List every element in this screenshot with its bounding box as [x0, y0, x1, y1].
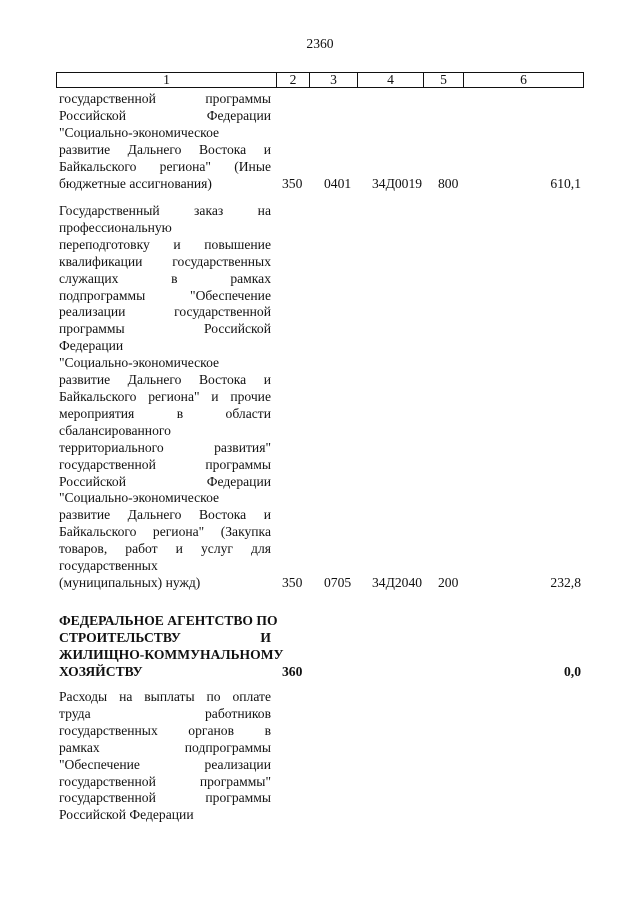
- table-row: [59, 689, 271, 824]
- description-line: Расходы на выплаты по оплате: [59, 689, 271, 704]
- row-gr-code: 360: [282, 663, 303, 679]
- description-line: "Социально-экономическое: [59, 355, 220, 371]
- description-line: (муниципальных) нужд): [59, 574, 201, 590]
- header-cell-2: 2: [276, 73, 309, 87]
- table-row: [59, 203, 271, 592]
- row-rz-code: 0705: [324, 574, 352, 590]
- header-cell-3: 3: [309, 73, 357, 87]
- description-line: Российской Федерации: [59, 807, 194, 823]
- description-line: Байкальского региона" (Иные: [59, 158, 271, 174]
- row-sum: 610,1: [550, 175, 581, 191]
- description-line: реализации государственной: [59, 304, 271, 320]
- table-row: [59, 613, 284, 681]
- description-line: государственной программы": [59, 773, 271, 789]
- header-cell-1: 1: [163, 72, 170, 87]
- description-line: Российской Федерации: [59, 107, 271, 123]
- page-number: 2360: [306, 36, 334, 51]
- row-description: [59, 91, 271, 192]
- table-header-row: [56, 72, 584, 88]
- row-csr-code: 34Д0019: [372, 175, 423, 191]
- header-cell-4: 4: [357, 73, 423, 87]
- description-line: служащих в рамках: [59, 270, 271, 286]
- row-csr-code: 34Д2040: [372, 574, 423, 590]
- description-line: развитие Дальнего Востока и: [59, 141, 271, 157]
- description-line: ЖИЛИЩНО-КОММУНАЛЬНОМУ: [59, 646, 284, 662]
- description-line: развитие Дальнего Востока и: [59, 372, 271, 388]
- row-rz-code: 0401: [324, 175, 352, 191]
- description-line: профессиональную: [59, 219, 172, 235]
- description-line: Байкальского региона" и прочие: [59, 388, 271, 404]
- description-line: подпрограммы "Обеспечение: [59, 287, 271, 303]
- description-line: территориального развития": [59, 439, 271, 455]
- description-line: развитие Дальнего Востока и: [59, 507, 271, 523]
- description-line: переподготовку и повышение: [59, 236, 271, 252]
- description-line: труда работников: [59, 705, 271, 721]
- row-sum: 232,8: [550, 574, 581, 590]
- description-line: Государственный заказ на: [59, 203, 271, 218]
- description-line: мероприятия в области: [59, 405, 271, 421]
- description-line: государственных: [59, 558, 158, 574]
- description-line: государственной программы: [59, 790, 271, 806]
- description-line: Федерации: [59, 338, 124, 354]
- description-line: программы Российской: [59, 321, 271, 337]
- row-sum: 0,0: [564, 663, 581, 679]
- description-line: государственных органов в: [59, 722, 271, 738]
- row-gr-code: 350: [282, 175, 303, 191]
- row-description: [59, 689, 271, 824]
- row-description: [59, 203, 271, 592]
- description-line: товаров, работ и услуг для: [59, 541, 271, 557]
- description-line: Байкальского региона" (Закупка: [59, 524, 271, 540]
- description-line: государственной программы: [59, 456, 271, 472]
- header-cell-5: 5: [423, 73, 463, 87]
- description-line: бюджетные ассигнования): [59, 175, 212, 191]
- table-row: [59, 91, 271, 192]
- description-line: сбалансированного: [59, 422, 171, 438]
- description-line: ХОЗЯЙСТВУ: [59, 663, 143, 679]
- description-line: рамках подпрограммы: [59, 739, 271, 755]
- description-line: квалификации государственных: [59, 253, 271, 269]
- description-line: СТРОИТЕЛЬСТВУ И: [59, 629, 271, 645]
- description-line: ФЕДЕРАЛЬНОЕ АГЕНТСТВО ПО: [59, 613, 278, 628]
- row-description: [59, 613, 284, 681]
- row-gr-code: 350: [282, 574, 303, 590]
- header-cell-6: 6: [463, 73, 583, 87]
- description-line: Российской Федерации: [59, 473, 271, 489]
- description-line: государственной программы: [59, 91, 271, 106]
- row-vr-code: 800: [438, 175, 459, 191]
- row-vr-code: 200: [438, 574, 459, 590]
- description-line: "Социально-экономическое: [59, 124, 220, 140]
- description-line: "Обеспечение реализации: [59, 756, 271, 772]
- description-line: "Социально-экономическое: [59, 490, 220, 506]
